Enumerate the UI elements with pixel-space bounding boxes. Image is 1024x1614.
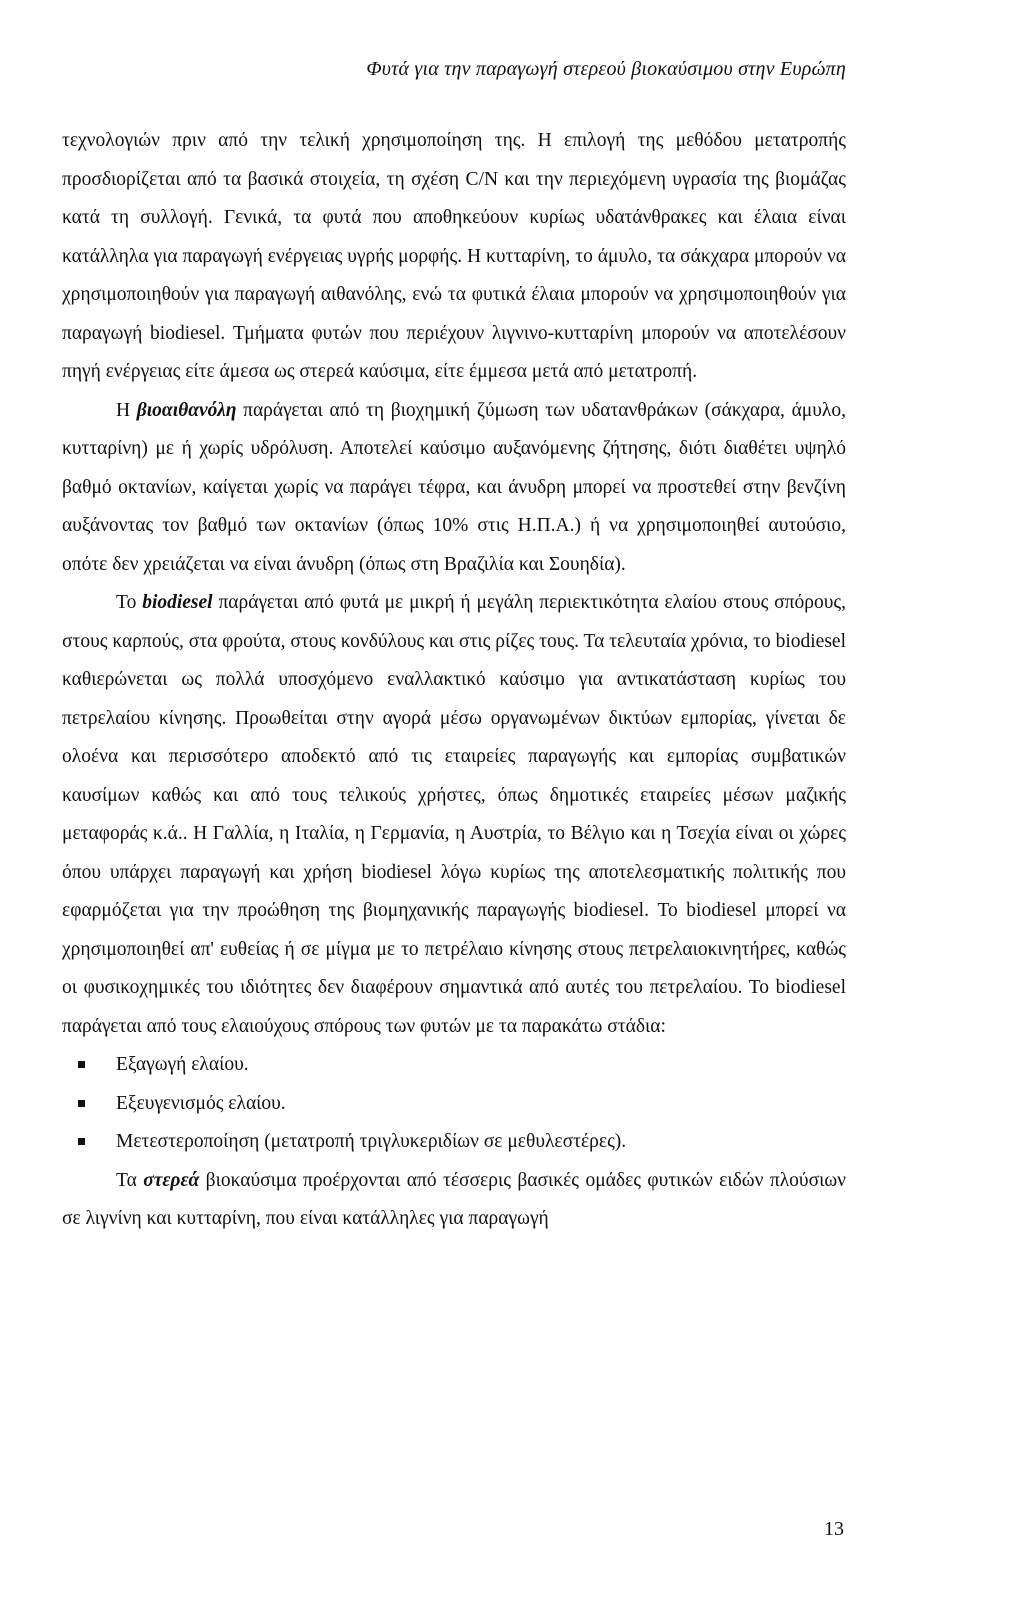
term-bioethanol: βιοαιθανόλη [136,399,237,421]
paragraph-solid-biofuels [62,1162,846,1239]
term-solid: στερεά [143,1169,200,1191]
list-item-text: Μετεστεροποίηση (μετατροπή τριγλυκεριδίων σε μεθυλεστέρες). [116,1131,627,1152]
page-number: 13 [824,1518,844,1540]
square-bullet-icon [78,1100,85,1107]
list-item [62,1085,846,1124]
paragraph-lead: Το [116,592,143,613]
paragraph-body: παράγεται από τη βιοχημική ζύμωση των υδατανθράκων (σάκχαρα, άμυλο, κυτταρίνη) με ή χωρίς υδρόλυση. Αποτελεί καύσιμο αυξανόμενης ζήτησης, διότι διαθέτει υψηλό βαθμό οκτανίων, καίγεται χωρίς να παράγει τέφρα, και άνυδρη μπορεί να προστεθεί στην βενζίνη αυξάνοντας τον βαθμό των οκτανίων (όπως 10% στις Η.Π.Α.) ή να χρησιμοποιηθεί αυτούσιο, οπότε δεν χρειάζεται να είναι άνυδρη (όπως στη Βραζιλία και Σουηδία). [62,399,846,575]
square-bullet-icon [78,1138,85,1145]
list-item [62,1046,846,1085]
body-text [62,122,846,1239]
paragraph-bioethanol [62,392,846,585]
paragraph-body: παράγεται από φυτά με μικρή ή μεγάλη περιεκτικότητα ελαίου στους σπόρους, στους καρπούς, στα φρούτα, στους κονδύλους και στις ρίζες τους. Τα τελευταία χρόνια, το biodiesel καθιερώνεται ως πολλά υποσχόμενο εναλλακτικό καύσιμο για αντικατάσταση κυρίως του πετρελαίου κίνησης. Προωθείται στην αγορά μέσω οργανωμένων δικτύων εμπορίας, γίνεται δε ολοένα και περισσότερο αποδεκτό από τις εταιρείες παραγωγής και εμπορίας συμβατικών καυσίμων καθώς και από τους τελικούς χρήστες, όπως δημοτικές εταιρείες μέσων μαζικής μεταφοράς κ.ά.. Η Γαλλία, η Ιταλία, η Γερμανία, η Αυστρία, το Βέλγιο και η Τσεχία είναι οι χώρες όπου υπάρχει παραγωγή και χρήση biodiesel λόγω κυρίως της αποτελεσματικής πολιτικής που εφαρμόζεται για την προώθηση της βιομηχανικής παραγωγής biodiesel. Το biodiesel μπορεί να χρησιμοποιηθεί απ' ευθείας ή σε μίγμα με το πετρέλαιο κίνησης στους πετρελαιοκινητήρες, καθώς οι φυσικοχημικές του ιδιότητες δεν διαφέρουν σημαντικά από αυτές του πετρελαίου. Το biodiesel παράγεται από τους ελαιούχους σπόρους των φυτών με τα παρακάτω στάδια: [62,592,846,1037]
list-item-text: Εξαγωγή ελαίου. [116,1054,249,1075]
paragraph-lead: Τα [116,1169,144,1191]
list-item [62,1123,846,1162]
list-item-text: Εξευγενισμός ελαίου. [116,1092,286,1114]
production-stages-list [62,1046,846,1162]
square-bullet-icon [78,1061,85,1068]
paragraph-continuation: τεχνολογιών πριν από την τελική χρησιμοποίηση της. Η επιλογή της μεθόδου μετατροπής προσδιορίζεται από τα βασικά στοιχεία, τη σχέση C/N και την περιεχόμενη υγρασία της βιομάζας κατά τη συλλογή. Γενικά, τα φυτά που αποθηκεύουν κυρίως υδατάνθρακες και έλαια είναι κατάλληλα για παραγωγή ενέργειας υγρής μορφής. Η κυτταρίνη, το άμυλο, τα σάκχαρα μπορούν να χρησιμοποιηθούν για παραγωγή αιθανόλης, ενώ τα φυτικά έλαια μπορούν να χρησιμοποιηθούν για παραγωγή biodiesel. Τμήματα φυτών που περιέχουν λιγνινο-κυτταρίνη μπορούν να αποτελέσουν πηγή ενέργειας είτε άμεσα ως στερεά καύσιμα, είτε έμμεσα μετά από μετατροπή. [62,130,846,382]
term-biodiesel: biodiesel [142,592,213,613]
paragraph-body: βιοκαύσιμα προέρχονται από τέσσερις βασικές ομάδες φυτικών ειδών πλούσιων σε λιγνίνη και κυτταρίνη, που είναι κατάλληλες για παραγωγή [62,1169,846,1229]
paragraph-lead: Η [116,399,137,421]
paragraph-biodiesel [62,584,846,1046]
running-header: Φυτά για την παραγωγή στερεού βιοκαύσιμου στην Ευρώπη [366,58,846,80]
